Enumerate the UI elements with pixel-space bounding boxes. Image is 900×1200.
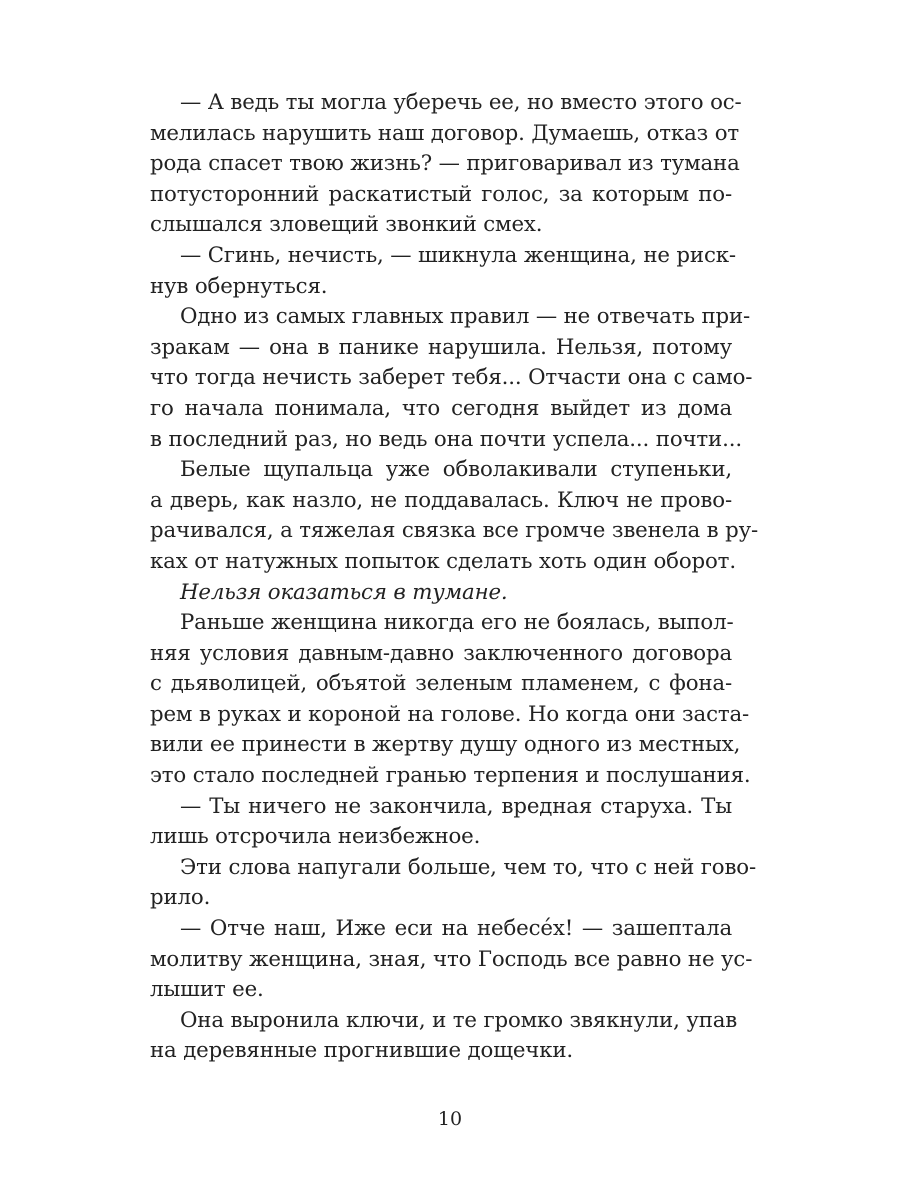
text-line: рачивался, а тяжелая связка все громче звенела в ру- (150, 518, 759, 544)
text-line: с дьяволицей, объятой зеленым пламенем, с фона- (150, 671, 732, 697)
text-line: — Ты ничего не закончила, вредная старуха. Ты (180, 793, 732, 819)
text-line: Одно из самых главных правил — не отвечать при- (180, 304, 751, 330)
text-line: рем в руках и короной на голове. Но когда они заста- (150, 701, 750, 727)
text-line: нув обернуться. (150, 273, 328, 299)
text-line: это стало последней гранью терпения и послушания. (150, 763, 751, 789)
text-line: что тогда нечисть заберет тебя... Отчасти она с само- (150, 365, 753, 391)
text-line: потусторонний раскатистый голос, за которым по- (150, 181, 732, 207)
text-line: Раньше женщина никогда его не боялась, выпол- (180, 610, 734, 636)
text-line: Она выронила ключи, и те громко звякнули, упав (180, 1007, 738, 1033)
text-line: вили ее принести в жертву душу одного из местных, (150, 732, 741, 758)
text-line: Белые щупальца уже обволакивали ступеньки, (180, 457, 732, 483)
text-line: на деревянные прогнившие дощечки. (150, 1038, 574, 1064)
text-line: го начала понимала, что сегодня выйдет из дома (150, 395, 732, 421)
text-line: няя условия давным-давно заключенного договора (150, 640, 732, 666)
text-line: лишь отсрочила неизбежное. (150, 824, 481, 850)
text-line: — Сгинь, нечисть, — шикнула женщина, не риск- (180, 242, 736, 268)
text-line: — А ведь ты могла уберечь ее, но вместо этого ос- (180, 90, 742, 115)
page-body (150, 88, 759, 1067)
text-line: лышит ее. (150, 977, 264, 1003)
text-line: — Отче наш, Иже еси на небесе́х! — зашептала (180, 916, 732, 942)
text-line: ках от натужных попыток сделать хоть один оборот. (150, 548, 736, 574)
text-line: рило. (150, 885, 211, 911)
text-line: молитву женщина, зная, что Господь все равно не ус- (150, 946, 753, 972)
text-line: зракам — она в панике нарушила. Нельзя, потому (150, 334, 732, 360)
text-line: мелилась нарушить наш договор. Думаешь, отказ от (150, 120, 740, 146)
text-line: рода спасет твою жизнь? — приговаривал из тумана (150, 151, 740, 177)
italic-text-line: Нельзя оказаться в тумане. (180, 579, 508, 605)
page-number: 10 (437, 1108, 463, 1130)
text-line: слышался зловещий звонкий смех. (150, 212, 543, 238)
text-line: в последний раз, но ведь она почти успела... почти... (150, 426, 742, 452)
text-line: а дверь, как назло, не поддавалась. Ключ не прово- (150, 487, 732, 513)
text-line: Эти слова напугали больше, чем то, что с ней гово- (180, 854, 757, 880)
